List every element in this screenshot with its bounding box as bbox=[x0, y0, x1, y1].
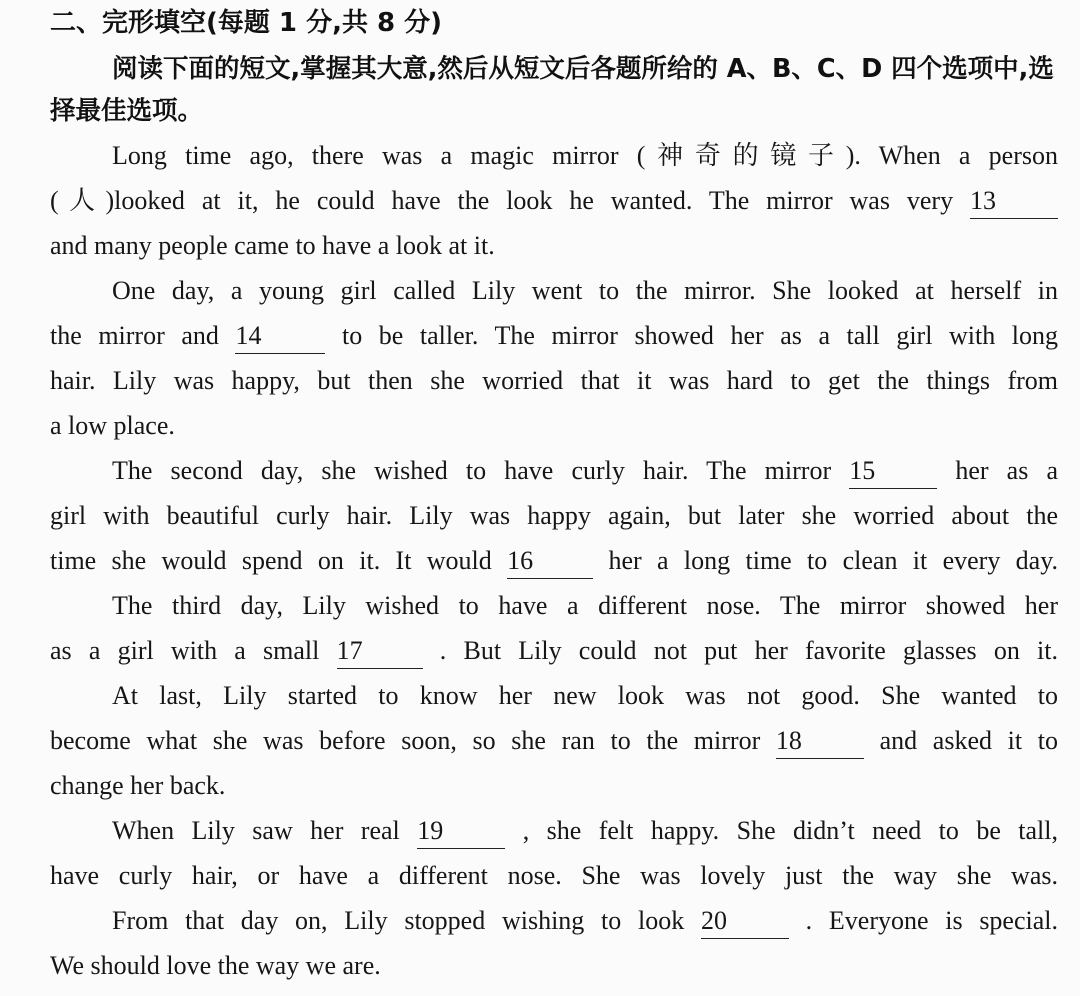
line-text: . Everyone is special. bbox=[805, 906, 1059, 935]
blank-19[interactable]: 19 bbox=[417, 814, 505, 849]
line-text: to be taller. The mirror showed her as a tall girl with long bbox=[342, 321, 1059, 350]
blank-13[interactable]: 13 bbox=[970, 184, 1058, 219]
line-text: When Lily saw her real bbox=[112, 816, 400, 845]
line-text: a low place. bbox=[50, 411, 175, 440]
line-text: Long time ago, there was a magic mirror (神奇的镜子). When a person bbox=[112, 141, 1058, 170]
blank-14[interactable]: 14 bbox=[235, 319, 325, 354]
line-text: We should love the way we are. bbox=[50, 951, 381, 980]
line-text: and asked it to bbox=[879, 726, 1058, 755]
blank-18[interactable]: 18 bbox=[776, 724, 864, 759]
passage-line-7 bbox=[50, 406, 1058, 446]
passage-line-11 bbox=[50, 586, 1058, 626]
passage-line-3 bbox=[50, 226, 1058, 266]
line-text: The second day, she wished to have curly hair. The mirror bbox=[112, 456, 832, 485]
passage-line-16 bbox=[50, 811, 1058, 851]
line-text: time she would spend on it. It would bbox=[50, 546, 492, 575]
line-text: At last, Lily started to know her new look was not good. She wanted to bbox=[112, 681, 1058, 710]
line-text: have curly hair, or have a different nose. She was lovely just the way she was. bbox=[50, 861, 1058, 890]
line-text: and many people came to have a look at it. bbox=[50, 231, 495, 260]
line-text: (人)looked at it, he could have the look he wanted. The mirror was very bbox=[50, 186, 954, 215]
passage-line-6 bbox=[50, 361, 1058, 401]
blank-20[interactable]: 20 bbox=[701, 904, 789, 939]
passage-line-12 bbox=[50, 631, 1058, 671]
line-text: girl with beautiful curly hair. Lily was happy again, but later she worried about the bbox=[50, 501, 1058, 530]
blank-15[interactable]: 15 bbox=[849, 454, 937, 489]
line-text: the mirror and bbox=[50, 321, 219, 350]
line-text: hair. Lily was happy, but then she worried that it was hard to get the things from bbox=[50, 366, 1058, 395]
passage-line-4 bbox=[50, 271, 1058, 311]
line-text: become what she was before soon, so she ran to the mirror bbox=[50, 726, 761, 755]
passage-line-8 bbox=[50, 451, 1058, 491]
line-text: , she felt happy. She didn’t need to be tall, bbox=[522, 816, 1059, 845]
line-text: From that day on, Lily stopped wishing to look bbox=[112, 906, 685, 935]
passage-line-5 bbox=[50, 316, 1058, 356]
line-text: as a girl with a small bbox=[50, 636, 320, 665]
passage-line-2 bbox=[50, 181, 1058, 221]
passage-line-14 bbox=[50, 721, 1058, 761]
blank-16[interactable]: 16 bbox=[507, 544, 593, 579]
passage-line-9 bbox=[50, 496, 1058, 536]
passage-line-13 bbox=[50, 676, 1058, 716]
line-text: change her back. bbox=[50, 771, 226, 800]
passage-line-1 bbox=[50, 136, 1058, 176]
line-text: her as a bbox=[955, 456, 1059, 485]
section-title: 二、完形填空(每题 1 分,共 8 分) bbox=[50, 8, 443, 38]
line-text: The third day, Lily wished to have a different nose. The mirror showed her bbox=[112, 591, 1058, 620]
passage-line-10 bbox=[50, 541, 1058, 581]
instructions: 阅读下面的短文,掌握其大意,然后从短文后各题所给的 A、B、C、D 四个选项中,选择最佳选项。 bbox=[50, 54, 1054, 126]
passage-line-19 bbox=[50, 946, 1058, 986]
line-text: One day, a young girl called Lily went to the mirror. She looked at herself in bbox=[112, 276, 1058, 305]
blank-17[interactable]: 17 bbox=[337, 634, 423, 669]
passage-line-18 bbox=[50, 901, 1058, 941]
passage-line-15 bbox=[50, 766, 1058, 806]
passage-line-17 bbox=[50, 856, 1058, 896]
line-text: . But Lily could not put her favorite glasses on it. bbox=[439, 636, 1059, 665]
line-text: her a long time to clean it every day. bbox=[608, 546, 1059, 575]
